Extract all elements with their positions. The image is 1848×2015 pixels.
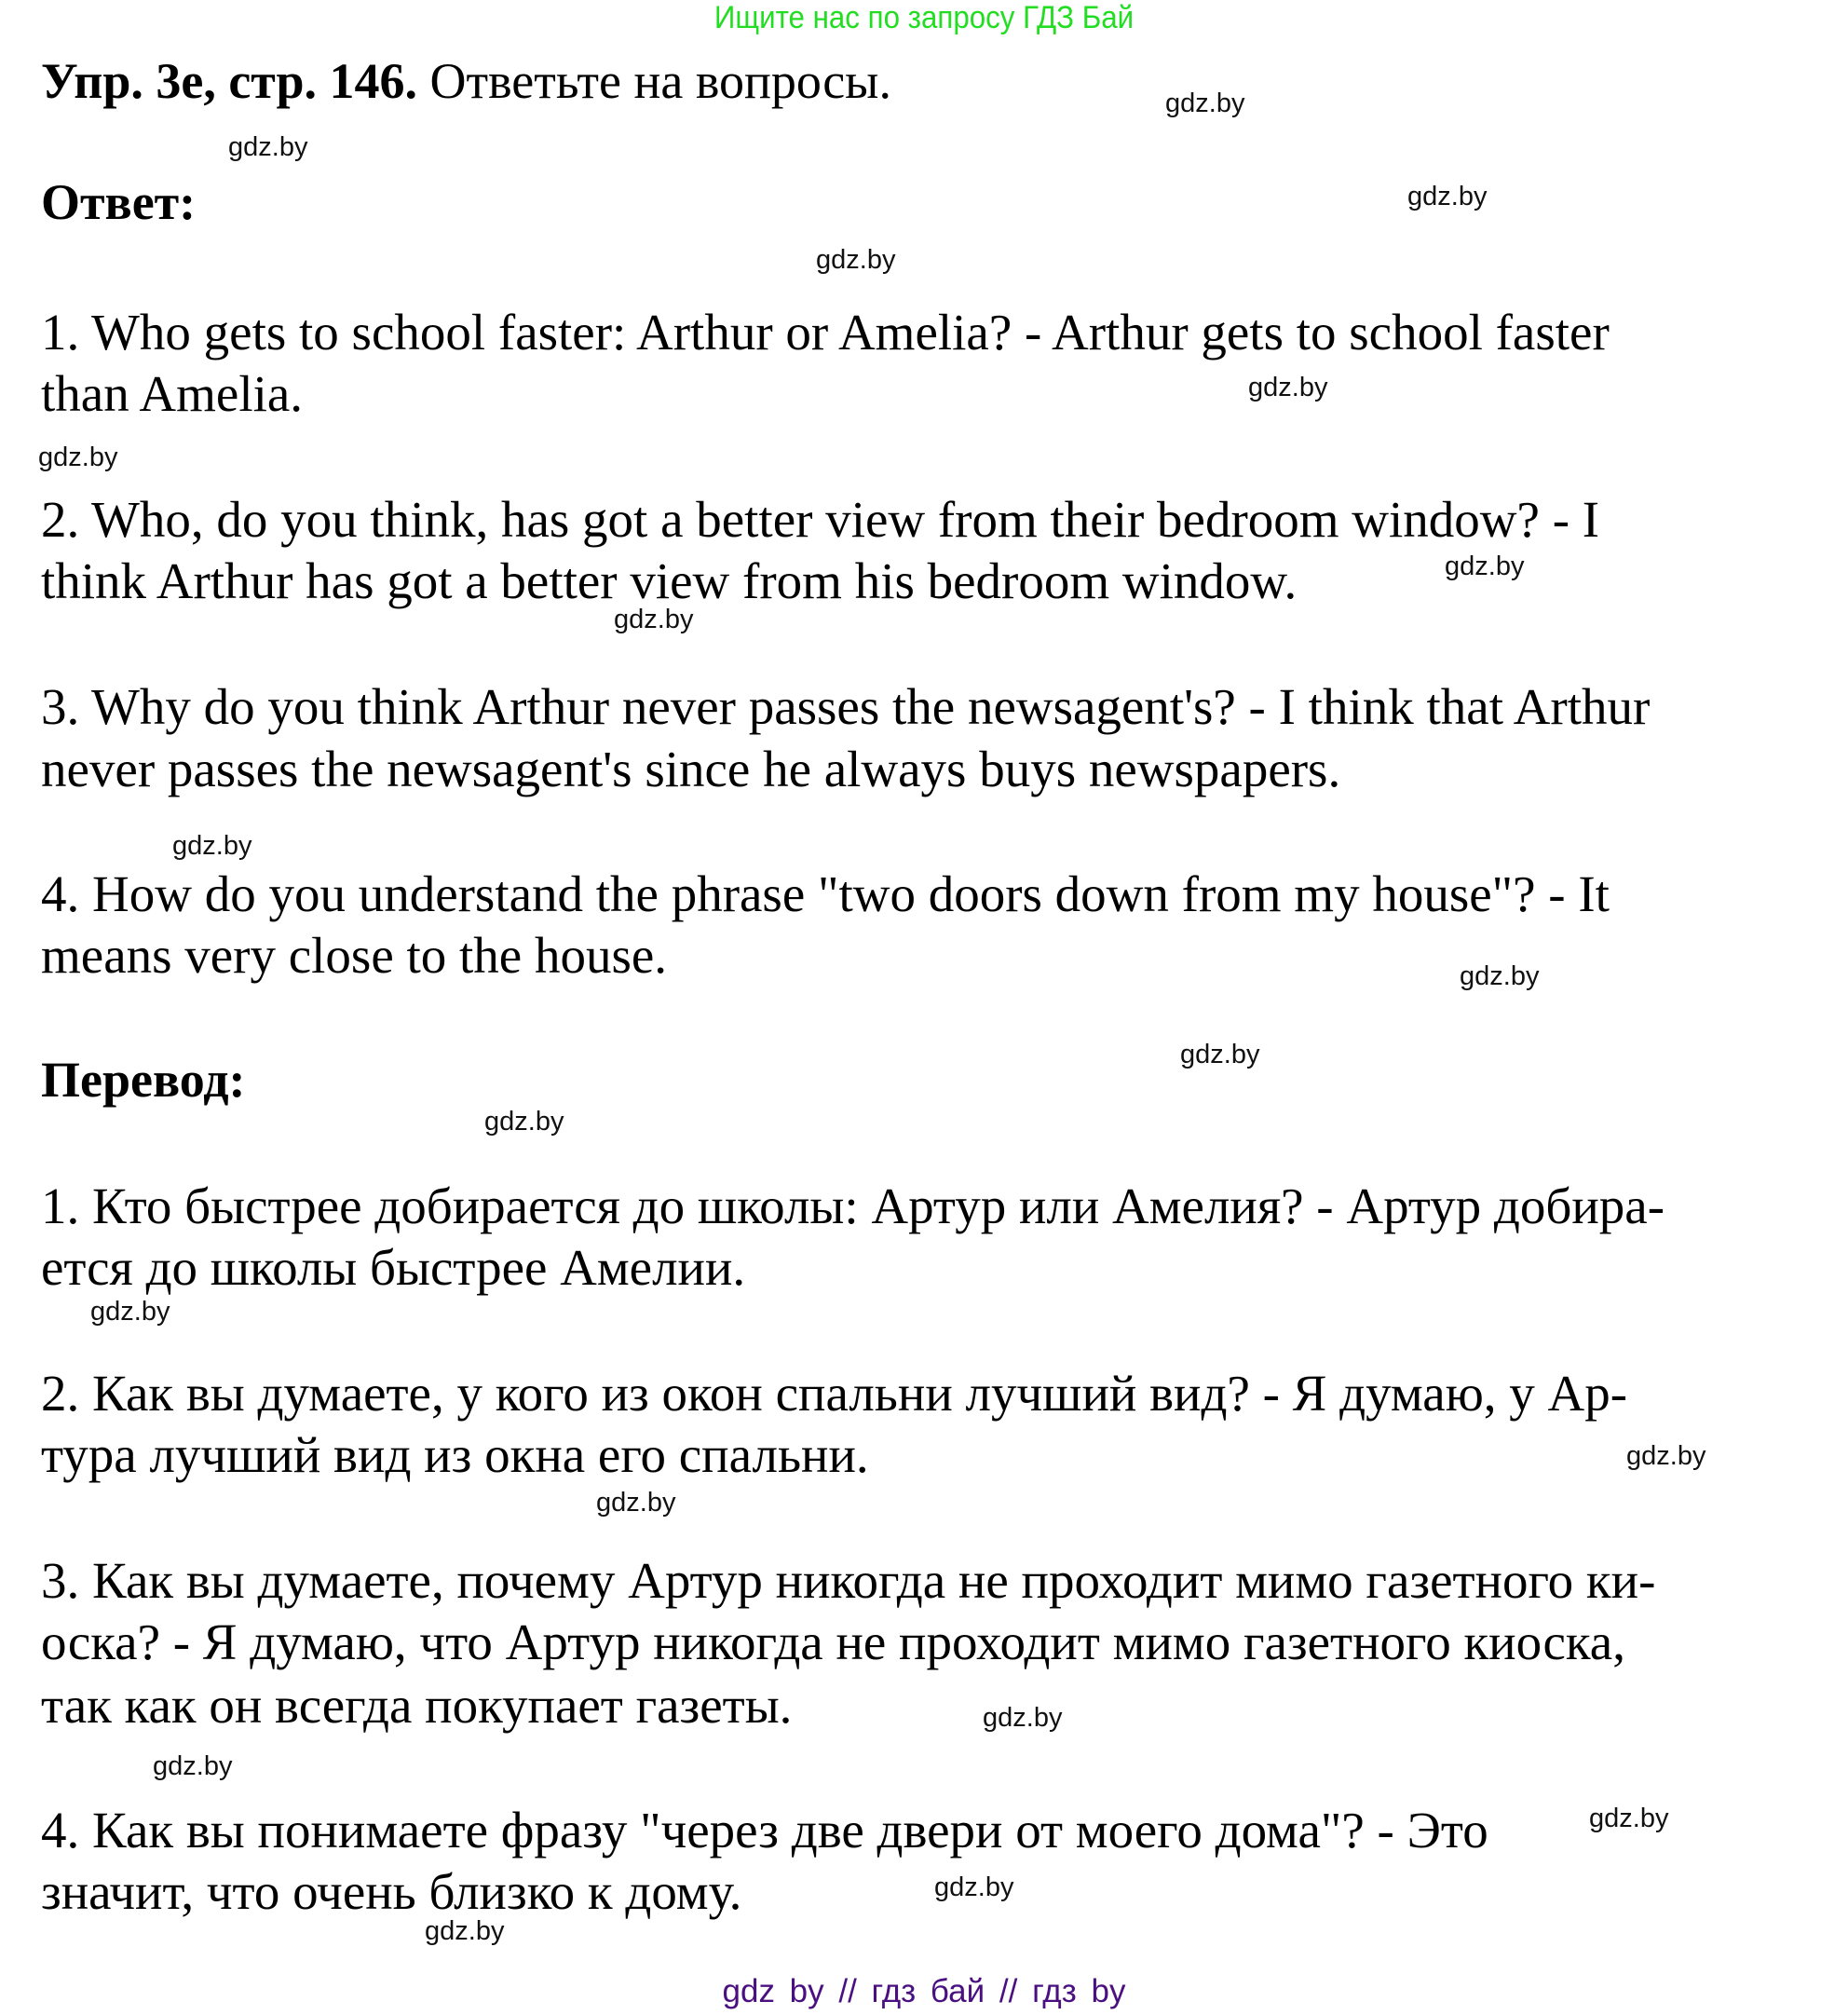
watermark: gdz.by — [1626, 1441, 1706, 1471]
footer-links: gdz by // гдз бай // гдз by — [722, 1973, 1126, 2009]
watermark: gdz.by — [983, 1703, 1063, 1733]
translation-4-line-1: 4. Как вы понимаете фразу "через две двери от моего дома"? - Это — [41, 1802, 1488, 1858]
watermark: gdz.by — [1407, 182, 1488, 211]
answer-1-line-1: 1. Who gets to school faster: Arthur or Amelia? - Arthur gets to school faster — [41, 304, 1610, 361]
watermark: gdz.by — [1165, 88, 1245, 118]
watermark: gdz.by — [596, 1488, 676, 1518]
translation-3-line-2: оска? - Я думаю, что Артур никогда не проходит мимо газетного киоска, — [41, 1613, 1625, 1670]
exercise-number: Упр. 3е, стр. 146. — [41, 53, 417, 109]
watermark: gdz.by — [38, 442, 118, 472]
watermark: gdz.by — [614, 605, 694, 634]
translation-heading: Перевод: — [41, 1052, 246, 1108]
answer-3-line-2: never passes the newsagent's since he always buys newspapers. — [41, 741, 1341, 797]
watermark: gdz.by — [1248, 373, 1328, 402]
watermark: gdz.by — [228, 132, 308, 162]
answer-4-line-2: means very close to the house. — [41, 927, 668, 984]
translation-2-line-2: тура лучший вид из окна его спальни. — [41, 1426, 869, 1483]
watermark: gdz.by — [1460, 961, 1540, 991]
translation-1-line-1: 1. Кто быстрее добирается до школы: Артур или Амелия? - Артур добира- — [41, 1178, 1665, 1234]
watermark: gdz.by — [153, 1751, 233, 1781]
search-banner: Ищите нас по запросу ГДЗ Бай — [713, 0, 1135, 35]
translation-1-line-2: ется до школы быстрее Амелии. — [41, 1239, 746, 1296]
watermark: gdz.by — [425, 1916, 505, 1946]
answer-2-line-1: 2. Who, do you think, has got a better view from their bedroom window? - I — [41, 491, 1600, 548]
translation-3-line-3: так как он всегда покупает газеты. — [41, 1677, 793, 1734]
watermark: gdz.by — [1445, 551, 1525, 581]
watermark: gdz.by — [816, 245, 896, 275]
answer-4-line-1: 4. How do you understand the phrase "two doors down from my house"? - It — [41, 865, 1610, 922]
translation-2-line-1: 2. Как вы думаете, у кого из окон спальни лучший вид? - Я думаю, у Ар- — [41, 1365, 1628, 1422]
translation-3-line-1: 3. Как вы думаете, почему Артур никогда не проходит мимо газетного ки- — [41, 1552, 1656, 1609]
answer-2-line-2: think Arthur has got a better view from his bedroom window. — [41, 552, 1298, 609]
watermark: gdz.by — [90, 1297, 170, 1327]
watermark: gdz.by — [1589, 1804, 1669, 1833]
watermark: gdz.by — [1180, 1040, 1260, 1069]
watermark: gdz.by — [484, 1107, 564, 1137]
exercise-title — [41, 52, 891, 110]
watermark: gdz.by — [934, 1872, 1014, 1902]
exercise-task: Ответьте на вопросы. — [429, 53, 891, 109]
watermark: gdz.by — [172, 831, 252, 861]
answer-heading: Ответ: — [41, 174, 197, 230]
answer-3-line-1: 3. Why do you think Arthur never passes the newsagent's? - I think that Arthur — [41, 678, 1651, 735]
answer-1-line-2: than Amelia. — [41, 365, 304, 422]
translation-4-line-2: значит, что очень близко к дому. — [41, 1863, 742, 1920]
